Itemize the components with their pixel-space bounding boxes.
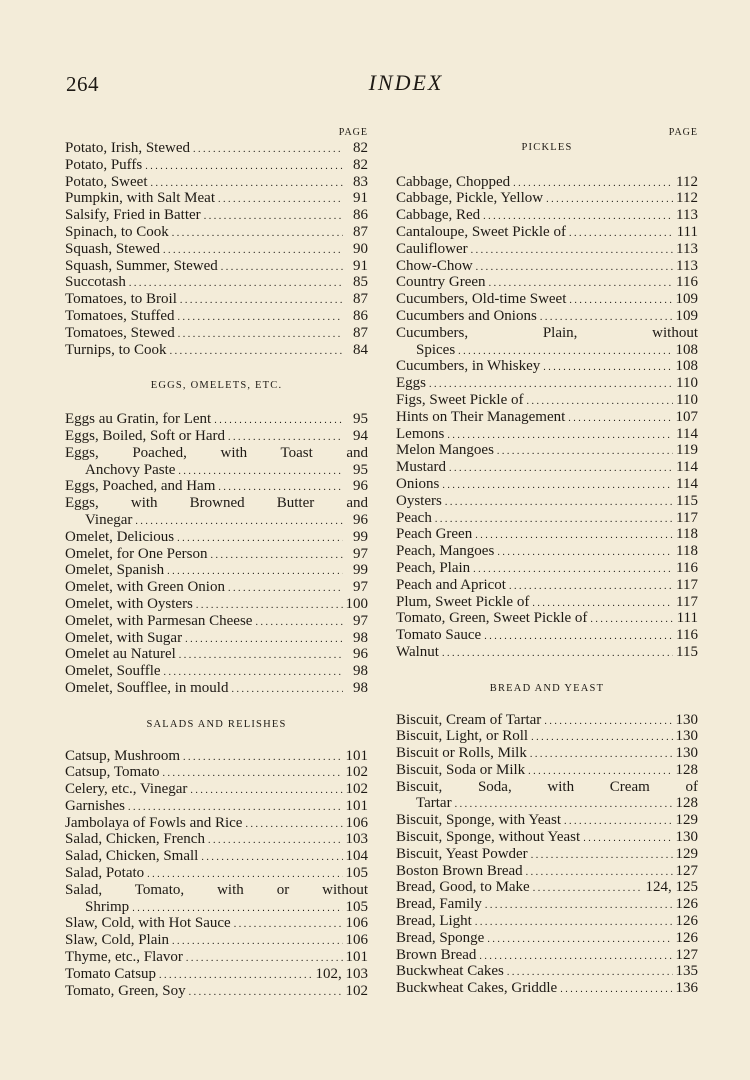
index-entry: Omelet, Delicious . . . 99: [65, 529, 368, 546]
index-entry: Bread, Light . . . 126: [396, 913, 698, 930]
index-entry: Potato, Irish, Stewed . . . 82: [65, 140, 368, 157]
index-entry: Jambolaya of Fowls and Rice . . . 106: [65, 815, 368, 832]
index-entry: Omelet, Soufflee, in mould . . . 98: [65, 680, 368, 697]
index-entry: Catsup, Mushroom . . . 101: [65, 748, 368, 765]
salads-list: [65, 748, 368, 1000]
index-entry: Peach, Mangoes . . . 118: [396, 543, 698, 560]
index-entry: Eggs, Poached, and Ham . . . 96: [65, 478, 368, 495]
index-entry: Garnishes . . . 101: [65, 798, 368, 815]
index-entry: Buckwheat Cakes . . . 135: [396, 963, 698, 980]
index-entry: Turnips, to Cook . . . 84: [65, 342, 368, 359]
index-entry: Melon Mangoes . . . 119: [396, 442, 698, 459]
index-entry: Cucumbers, Old-time Sweet . . . 109: [396, 291, 698, 308]
index-entry: Celery, etc., Vinegar . . . 102: [65, 781, 368, 798]
index-entry: Pumpkin, with Salt Meat . . . 91: [65, 190, 368, 207]
index-entry: Bread, Family . . . 126: [396, 896, 698, 913]
index-entry: Omelet au Naturel . . . 96: [65, 646, 368, 663]
index-entry: Omelet, Souffle . . . 98: [65, 663, 368, 680]
index-entry: Biscuit, Soda or Milk . . . 128: [396, 762, 698, 779]
index-entry: Omelet, with Sugar . . . 98: [65, 630, 368, 647]
index-entry: Potato, Puffs . . . 82: [65, 157, 368, 174]
index-entry: Boston Brown Bread . . . 127: [396, 863, 698, 880]
index-entry: Cabbage, Pickle, Yellow . . . 112: [396, 190, 698, 207]
index-entry: Figs, Sweet Pickle of . . . 110: [396, 392, 698, 409]
index-entry: Onions . . . 114: [396, 476, 698, 493]
index-entry: Walnut . . . 115: [396, 644, 698, 661]
index-entry: Biscuit, Sponge, without Yeast . . . 130: [396, 829, 698, 846]
index-entry: Omelet, Spanish . . . 99: [65, 562, 368, 579]
index-entry-line: Salad, Tomato, with or without: [65, 881, 368, 898]
index-entry: Eggs, Boiled, Soft or Hard . . . 94: [65, 428, 368, 445]
index-entry: Tomato, Green, Soy . . . 102: [65, 983, 368, 1000]
index-entry-line: Eggs, Poached, with Toast and: [65, 444, 368, 461]
index-entry: Cucumbers and Onions . . . 109: [396, 308, 698, 325]
index-entry: Catsup, Tomato . . . 102: [65, 764, 368, 781]
index-entry: Biscuit, Sponge, with Yeast . . . 129: [396, 812, 698, 829]
index-entry: Salad, Chicken, Small . . . 104: [65, 848, 368, 865]
index-entry: Vinegar . . . 96: [65, 512, 368, 529]
index-entry-line: Biscuit, Soda, with Cream of: [396, 778, 698, 795]
index-entry: Hints on Their Management . . . 107: [396, 409, 698, 426]
index-entry-line: Cucumbers, Plain, without: [396, 324, 698, 341]
eggs-list: [65, 411, 368, 697]
index-entry: Tomatoes, Stuffed . . . 86: [65, 308, 368, 325]
index-entry: Eggs . . . 110: [396, 375, 698, 392]
index-entry: Spices . . . 108: [396, 342, 698, 359]
index-entry: Cabbage, Red . . . 113: [396, 207, 698, 224]
index-entry: Chow-Chow . . . 113: [396, 258, 698, 275]
index-entry: Country Green . . . 116: [396, 274, 698, 291]
index-entry: Tomato, Green, Sweet Pickle of . . . 111: [396, 610, 698, 627]
index-entry: Omelet, with Oysters . . . 100: [65, 596, 368, 613]
index-entry: Shrimp . . . 105: [65, 899, 368, 916]
index-entry: Thyme, etc., Flavor . . . 101: [65, 949, 368, 966]
index-entry: Biscuit, Cream of Tartar . . . 130: [396, 712, 698, 729]
index-entry: Mustard . . . 114: [396, 459, 698, 476]
index-entry: Omelet, with Green Onion . . . 97: [65, 579, 368, 596]
index-entry: Plum, Sweet Pickle of . . . 117: [396, 594, 698, 611]
index-entry: Peach and Apricot . . . 117: [396, 577, 698, 594]
index-entry: Potato, Sweet . . . 83: [65, 174, 368, 191]
page-column-label: PAGE: [338, 127, 368, 138]
index-entry: Cantaloupe, Sweet Pickle of . . . 111: [396, 224, 698, 241]
page-number: 264: [66, 72, 99, 96]
index-entry: Peach . . . 117: [396, 510, 698, 527]
index-entry: Bread, Sponge . . . 126: [396, 930, 698, 947]
index-entry: Oysters . . . 115: [396, 493, 698, 510]
index-entry: Anchovy Paste . . . 95: [65, 462, 368, 479]
right-column: [396, 126, 698, 997]
bread-list: [396, 712, 698, 998]
index-entry: Salad, Chicken, French . . . 103: [65, 831, 368, 848]
index-entry: Bread, Good, to Make . . . 124, 125: [396, 879, 698, 896]
pickles-list: [396, 174, 698, 661]
index-entry: Tomato Catsup . . . 102, 103: [65, 966, 368, 983]
index-entry: Slaw, Cold, Plain . . . 106: [65, 932, 368, 949]
index-entry: Spinach, to Cook . . . 87: [65, 224, 368, 241]
index-entry: Biscuit, Light, or Roll . . . 130: [396, 728, 698, 745]
section-heading-salads: SALADS AND RELISHES: [146, 718, 287, 730]
page-column-label: PAGE: [668, 127, 698, 138]
index-entry: Buckwheat Cakes, Griddle . . . 136: [396, 980, 698, 997]
index-entry: Tomatoes, to Broil . . . 87: [65, 291, 368, 308]
index-entry: Squash, Stewed . . . 90: [65, 241, 368, 258]
index-entry-line: Eggs, with Browned Butter and: [65, 495, 368, 512]
index-entry: Peach, Plain . . . 116: [396, 560, 698, 577]
vegetables-list: [65, 140, 368, 358]
index-entry: Omelet, for One Person . . . 97: [65, 546, 368, 563]
index-entry: Omelet, with Parmesan Cheese . . . 97: [65, 613, 368, 630]
index-entry: Salsify, Fried in Batter . . . 86: [65, 207, 368, 224]
index-entry: Eggs au Gratin, for Lent . . . 95: [65, 411, 368, 428]
index-entry: Peach Green . . . 118: [396, 526, 698, 543]
index-entry: Tartar . . . 128: [396, 795, 698, 812]
index-entry: Biscuit or Rolls, Milk . . . 130: [396, 745, 698, 762]
index-entry: Cabbage, Chopped . . . 112: [396, 174, 698, 191]
index-entry: Cucumbers, in Whiskey . . . 108: [396, 358, 698, 375]
section-heading-pickles: PICKLES: [521, 142, 573, 153]
index-entry: Slaw, Cold, with Hot Sauce . . . 106: [65, 915, 368, 932]
index-entry: Brown Bread . . . 127: [396, 947, 698, 964]
index-entry: Squash, Summer, Stewed . . . 91: [65, 258, 368, 275]
index-entry: Tomatoes, Stewed . . . 87: [65, 325, 368, 342]
index-entry: Succotash . . . 85: [65, 274, 368, 291]
section-heading-eggs: EGGS, OMELETS, ETC.: [150, 380, 283, 392]
section-heading-bread: BREAD AND YEAST: [489, 682, 605, 694]
index-entry: Salad, Potato . . . 105: [65, 865, 368, 882]
index-entry: Biscuit, Yeast Powder . . . 129: [396, 846, 698, 863]
index-entry: Tomato Sauce . . . 116: [396, 627, 698, 644]
index-entry: Lemons . . . 114: [396, 426, 698, 443]
left-column: [65, 126, 368, 999]
page-title: INDEX: [368, 70, 444, 95]
index-entry: Cauliflower . . . 113: [396, 241, 698, 258]
